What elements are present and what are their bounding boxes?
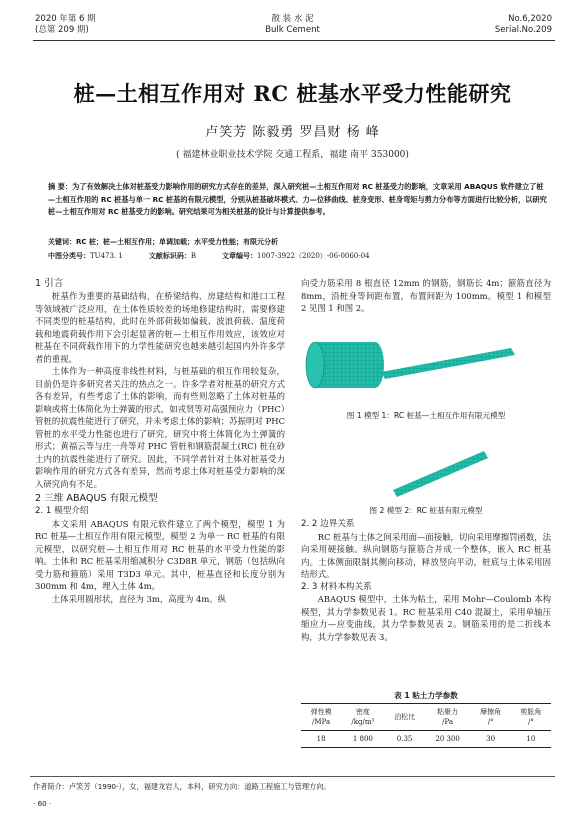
header-journal-cn: 散 装 水 泥	[271, 14, 314, 24]
table-header-cell: 摩擦角 /°	[480, 708, 502, 726]
abstract	[48, 181, 548, 219]
section-2-3-paragraph: ABAQUS 模型中，土体为粘土，采用 Mohr—Coulomb 本构模型，其力学参数见表 1。RC 桩基采用 C40 混凝土，采用单轴压缩应力—应变曲线，其力学参数见表 2。钢筋采用的是二折线本构，其力学参数见表 3。	[301, 594, 551, 642]
table-1	[301, 703, 551, 748]
table-cell: 0.35	[396, 735, 413, 743]
footnote-rule	[30, 776, 555, 777]
figure-2-model	[301, 438, 551, 498]
page-number: · 60 ·	[33, 799, 52, 808]
continued-paragraph: 向受力筋采用 8 根直径 12mm 的钢筋，钢筋长 4m；箍筋直径为 8mm，沿桩身等间距布置，布置间距为 100mm。模型 1 和模型 2 见图 1 和图 2。	[301, 278, 551, 313]
clc-value: TU473. 1	[90, 252, 123, 260]
right-column-bottom	[301, 518, 551, 643]
section-1-paragraph-1: 桩基作为重要的基础结构，在桥梁结构、房建结构和港口工程等领域被广泛应用，在土体性质较差的场地修建结构时，需要修建不同类型的桩基结构，此时在外部荷载如偏载、波浪荷载、温度荷载和地震荷载作用下会引起显著的桩—土相互作用效应，该效应对桩基在不同荷载作用下的力学性能研究也越来越引起国内外许多学者的重视。	[35, 291, 285, 364]
affiliation: ( 福建林业职业技术学院 交通工程系，福建 南平 353000)	[176, 150, 409, 160]
section-2-1-paragraph-1: 本文采用 ABAQUS 有限元软件建立了两个模型，模型 1 为 RC 桩基—土相互作用有限元模型，模型 2 为单一 RC 桩基的有限元模型，以研究桩—土相互作用对 RC 桩基的水平受力性能的影响。土体和 RC 桩基采用缩减积分 C3D8R 单元，钢筋（包括纵向受力筋和箍筋）采用 T3D3 单元。其中，桩基直径和长度分别为 300mm 和 4m，埋入土体 4m。	[35, 518, 285, 591]
table-header-cell: 弹性模 /MPa	[310, 708, 332, 726]
figure-1-model	[301, 328, 551, 408]
figure-2-caption: 图 2 模型 2：RC 桩基有限元模型	[369, 506, 483, 515]
authors: 卢笑芳 陈毅勇 罗昌财 杨 峰	[205, 125, 380, 140]
header-serial-line1: No.6,2020	[508, 14, 552, 24]
section-2-3-heading: 2. 3 材料本构关系	[301, 581, 372, 592]
right-column-top	[301, 277, 551, 315]
section-2-2-heading: 2. 2 边界关系	[301, 519, 355, 529]
abstract-text: 为了有效解决土体对桩基受力影响作用的研究方式存在的差异，深入研究桩—土相互作用对 RC 桩基受力的影响，文章采用 ABAQUS 软件建立了桩—土相互作用的 RC 桩基与单一 RC 桩基的有限元模型，分别从桩基破坏模式、力—位移曲线、桩身变形、桩身弯矩与剪力分布等方面进行比较分析，以研究桩—土相互作用对 RC 桩基受力的影响。研究结果可为相关桩基的设计与计算提供参考。	[48, 182, 547, 217]
article-no-value: 1007-3922（2020）-06-0060-04	[257, 252, 370, 260]
doc-code-value: B	[190, 252, 196, 260]
abstract-label: 摘 要：	[48, 182, 73, 191]
section-2-1-paragraph-2: 土体采用圆形状，直径为 3m，高度为 4m。纵	[51, 593, 227, 604]
header-issue-line2: (总第 209 期)	[35, 25, 89, 35]
header-issue-line1: 2020 年第 6 期	[35, 14, 96, 24]
article-no-label: 文章编号：	[222, 252, 257, 260]
keywords-label: 关键词：	[48, 238, 76, 246]
section-1-paragraph-2: 土体作为一种高度非线性材料，与桩基础的相互作用较复杂，目前仍是许多研究者关注的热点之一。许多学者对桩基的研究方式各有差异，有些考虑了土体的影响，而有些则忽略了土体对桩基的影响或将土体简化为土弹簧的形式，如戎贤等对高强预应力（PHC）管桩的抗震性能进行了研究，并未考虑土体的影响；苏振明对 PHC 管桩的水平受力性能也进行了研究，研究中将土体简化为土弹簧的形式；黄福云等与庄一舟等对 PHC 管桩和钢筋混凝土(RC) 桩在砂土内的抗震性能进行了研究。因此，不同学者针对土体对桩基受力影响作用的研究方式各有差异，然而考虑土体对桩基受力影响的深入研究尚有不足。	[35, 366, 285, 489]
table-header-cell: 剪胀角 /°	[520, 708, 542, 726]
section-2-1-heading: 2. 1 模型介绍	[35, 506, 89, 516]
table-row	[301, 731, 551, 748]
soil-cylinder	[306, 342, 384, 388]
keywords-row	[48, 237, 548, 247]
classification-row	[48, 251, 548, 261]
pile-rod	[381, 348, 515, 379]
table-header-cell: 泊松比	[394, 713, 416, 721]
table-header-row	[301, 704, 551, 731]
keywords-text: RC 桩；桩—土相互作用；单调加载；水平受力性能；有限元分析	[76, 238, 278, 246]
section-2-heading: 2 三维 ABAQUS 有限元模型	[35, 493, 158, 504]
section-2-2-paragraph: RC 桩基与土体之间采用面—面接触，切向采用摩擦罚函数，法向采用硬接触。纵向钢筋与箍筋合并成一个整体，嵌入 RC 桩基内。土体侧面限制其侧向移动，释放竖向平动，桩底与土体采用固结形式。	[301, 531, 551, 579]
table-cell: 1 800	[352, 735, 373, 743]
author-footnote: 作者简介：卢笑芳（1990-），女，福建龙岩人，本科，研究方向：道路工程施工与管理方向。	[33, 782, 331, 791]
figure-1-caption: 图 1 模型 1：RC 桩基—土相互作用有限元模型	[346, 411, 506, 420]
doc-code-label: 文献标识码：	[148, 252, 191, 260]
table-cell: 18	[316, 735, 326, 743]
table-cell: 30	[486, 735, 496, 743]
table-1-title: 表 1 粘土力学参数	[394, 691, 458, 700]
table-header-cell: 密度 /kg/m³	[351, 708, 375, 726]
pile-rod-model-2	[393, 451, 488, 497]
header-rule	[33, 40, 555, 41]
section-1-heading: 1 引言	[35, 278, 64, 289]
table-cell: 20 300	[435, 735, 460, 743]
table-cell: 10	[526, 735, 536, 743]
clc-label: 中图分类号：	[48, 252, 90, 260]
header-serial-line2: Serial.No.209	[494, 25, 552, 35]
left-column	[35, 277, 285, 605]
table-header-cell: 粘聚力 /Pa	[437, 708, 459, 726]
article-title: 桩—土相互作用对 RC 桩基水平受力性能研究	[73, 81, 512, 106]
header-journal-en: Bulk Cement	[265, 25, 320, 35]
header-serial	[495, 14, 552, 36]
